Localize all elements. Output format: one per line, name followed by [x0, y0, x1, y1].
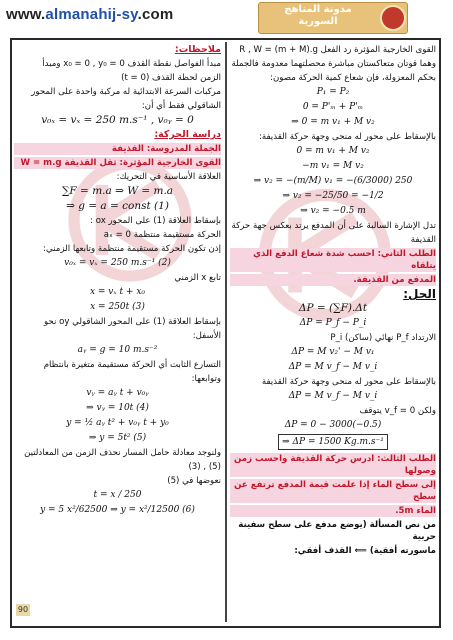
- question-2-line-1: الطلب الثاني: احسب شدة شعاع الدفع الذي يتلقاه: [230, 248, 436, 272]
- equation: v₀ₓ = vₓ = 250 m.s⁻¹ , v₀ᵧ = 0: [41, 114, 194, 126]
- equation: ΔP = M v_f − M v_i: [288, 362, 378, 372]
- equation: ∑F = m.a ⇒ W = m.a: [61, 185, 174, 197]
- equation: t = x / 250: [93, 490, 142, 500]
- text-line: مبدأ الفواصل نقطة القذف x₀ = 0 , y₀ = 0 ومبدأ: [42, 59, 221, 69]
- equation: ⇒ v₂ = −(m/M) v₁ = −(6/3000) 250: [253, 176, 413, 186]
- text-line: (5) , (3): [188, 462, 221, 472]
- text-line: ولكن v_f = 0 يتوقف: [359, 406, 436, 416]
- page-number: 90: [17, 605, 29, 614]
- question-3-line-2: إلى سطح الماء إذا علمت قيمة المدفع ترتفع عن سطح: [230, 479, 436, 503]
- text-line: الحركة مستقيمة منتظمة 0 = aₓ: [103, 230, 221, 240]
- equation: ⇒ vᵧ = 10t (4): [86, 403, 149, 413]
- equation: v₀ₓ = vₓ = 250 m.s⁻¹ (2): [64, 258, 171, 268]
- text-line: التسارع الثابت أي الحركة مستقيمة متغيرة بانتظام: [43, 360, 221, 370]
- equation-boxed: [230, 434, 436, 450]
- site-url-prefix: www.: [6, 6, 46, 23]
- question-3-line-1: الطلب الثالث: ادرس حركة القذيفة واحسب زمن وصولها: [230, 453, 436, 477]
- text-line: ماسورته أفقية) ⟸ القذف أفقي:: [294, 546, 436, 556]
- text-line: بإسقاط العلاقة (1) على المحور الشاقولي oy نحو: [43, 317, 221, 327]
- equation: y = ½ aᵧ t² + v₀ᵧ t + y₀: [66, 418, 169, 428]
- notes-title: ملاحظات:: [174, 44, 221, 55]
- text-line: الزمن لحظة القذف (t = 0): [121, 73, 221, 83]
- equation: ΔP = 0 − 3000(−0.5): [284, 420, 382, 430]
- text-line: بالإسقاط على محور له منحى وجهة حركة القذيفة:: [258, 132, 436, 142]
- text-line: من نص المسألة (يوضع مدفع على سطح سفينة حربية: [238, 520, 436, 542]
- equation: ⇒ v₂ = −25/50 = −1/2: [282, 191, 384, 201]
- question-2-line-2: المدفع من القذيفة.: [230, 274, 436, 286]
- equation: x = 250t (3): [90, 302, 145, 312]
- text-line: بالإسقاط على محور له منحى وجهة حركة القذيفة: [261, 377, 436, 387]
- text-line: تدل الإشارة السالبة على أن المدفع يرتد بعكس جهة حركة: [231, 221, 436, 231]
- logo-seal-icon: [380, 5, 406, 31]
- text-line: تابع x الزمني: [174, 273, 221, 283]
- question-3-line-3: الماء 5m.: [230, 505, 436, 517]
- header-logo-text: [263, 4, 373, 28]
- forces-line: القوى الخارجية المؤثرة: ثقل القذيفة W = m.g: [14, 157, 221, 169]
- equation: ΔP = (∑F).Δt: [298, 302, 368, 314]
- site-url[interactable]: [6, 6, 173, 23]
- equation: ΔP = M v_f − M v_i: [288, 391, 378, 401]
- equation: ΔP = M v₂' − M v₁: [291, 347, 375, 357]
- system-line: الجملة المدروسة: القذيفة: [14, 143, 221, 155]
- equation: ⇒ g = a = const (1): [66, 200, 169, 212]
- equation: P₁ = P₂: [316, 87, 350, 97]
- equation: vᵧ = aᵧ t + v₀ᵧ: [86, 388, 149, 398]
- right-column: [230, 44, 436, 559]
- text-line: مركبات السرعة الابتدائية له مركبة واحدة على المحور: [31, 87, 221, 97]
- text-line: الأسفل:: [192, 331, 221, 341]
- equation: ⇒ y = 5t² (5): [88, 433, 147, 443]
- text-line: إذن تكون الحركة مستقيمة منتظمة وتابعها الزمني:: [43, 244, 221, 254]
- equation: −m v₁ = M v₂: [302, 161, 364, 171]
- text-line: نعوضها في (5): [167, 476, 221, 486]
- text-line: القوى الخارجية المؤثرة رد الفعل R , W = (m + M).g: [239, 45, 436, 55]
- equation: x = vₓ t + x₀: [89, 287, 146, 297]
- text-line: العلاقة الأساسية في التحريك:: [116, 172, 221, 182]
- left-column: [14, 44, 221, 519]
- equation: ⇒ v₂ = −0.5 m: [300, 206, 366, 216]
- text-line: القذيفة: [410, 235, 436, 245]
- logo-line-1: مدونة المناهج: [284, 4, 352, 15]
- boxed-result: ⇒ ΔP = 1500 Kg.m.s⁻¹: [278, 434, 388, 450]
- text-line: الشاقولي فقط أي أن:: [141, 101, 221, 111]
- equation: ΔP = P_f − P_i: [299, 318, 367, 328]
- text-line: وتوابعها:: [191, 374, 221, 384]
- equation: aᵧ = g = 10 m.s⁻²: [77, 345, 158, 355]
- site-url-suffix: .com: [137, 6, 174, 23]
- equation: y = 5 x²/62500 ⇒ y = x²/12500 (6): [40, 505, 195, 515]
- text-line: وهما قوتان متعاكستان مباشرة محصلتهما معدومة فالجملة: [231, 59, 436, 69]
- column-divider: [225, 42, 227, 622]
- logo-line-2: السورية: [298, 16, 338, 27]
- text-line: ولنوجد معادلة حامل المسار نحذف الزمن من المعادلتين: [24, 448, 221, 458]
- equation: ⇒ 0 = m v₁ + M v₂: [291, 117, 375, 127]
- text-line: الارتداد P_f نهائي (ساكن) P_i: [330, 333, 436, 343]
- site-url-domain: almanahij-sy: [45, 6, 138, 23]
- motion-title: دراسة الحركة:: [154, 129, 221, 140]
- equation: 0 = P'ₘ + P'ₘ: [302, 102, 364, 112]
- solution-heading: الحل:: [403, 287, 436, 301]
- text-line: بحكم المعزولة، فإن شعاع كمية الحركة مصون:: [270, 73, 436, 83]
- text-line: بإسقاط العلاقة (1) على المحور ox :: [90, 216, 221, 226]
- equation: 0 = m v₁ + M v₂: [296, 146, 370, 156]
